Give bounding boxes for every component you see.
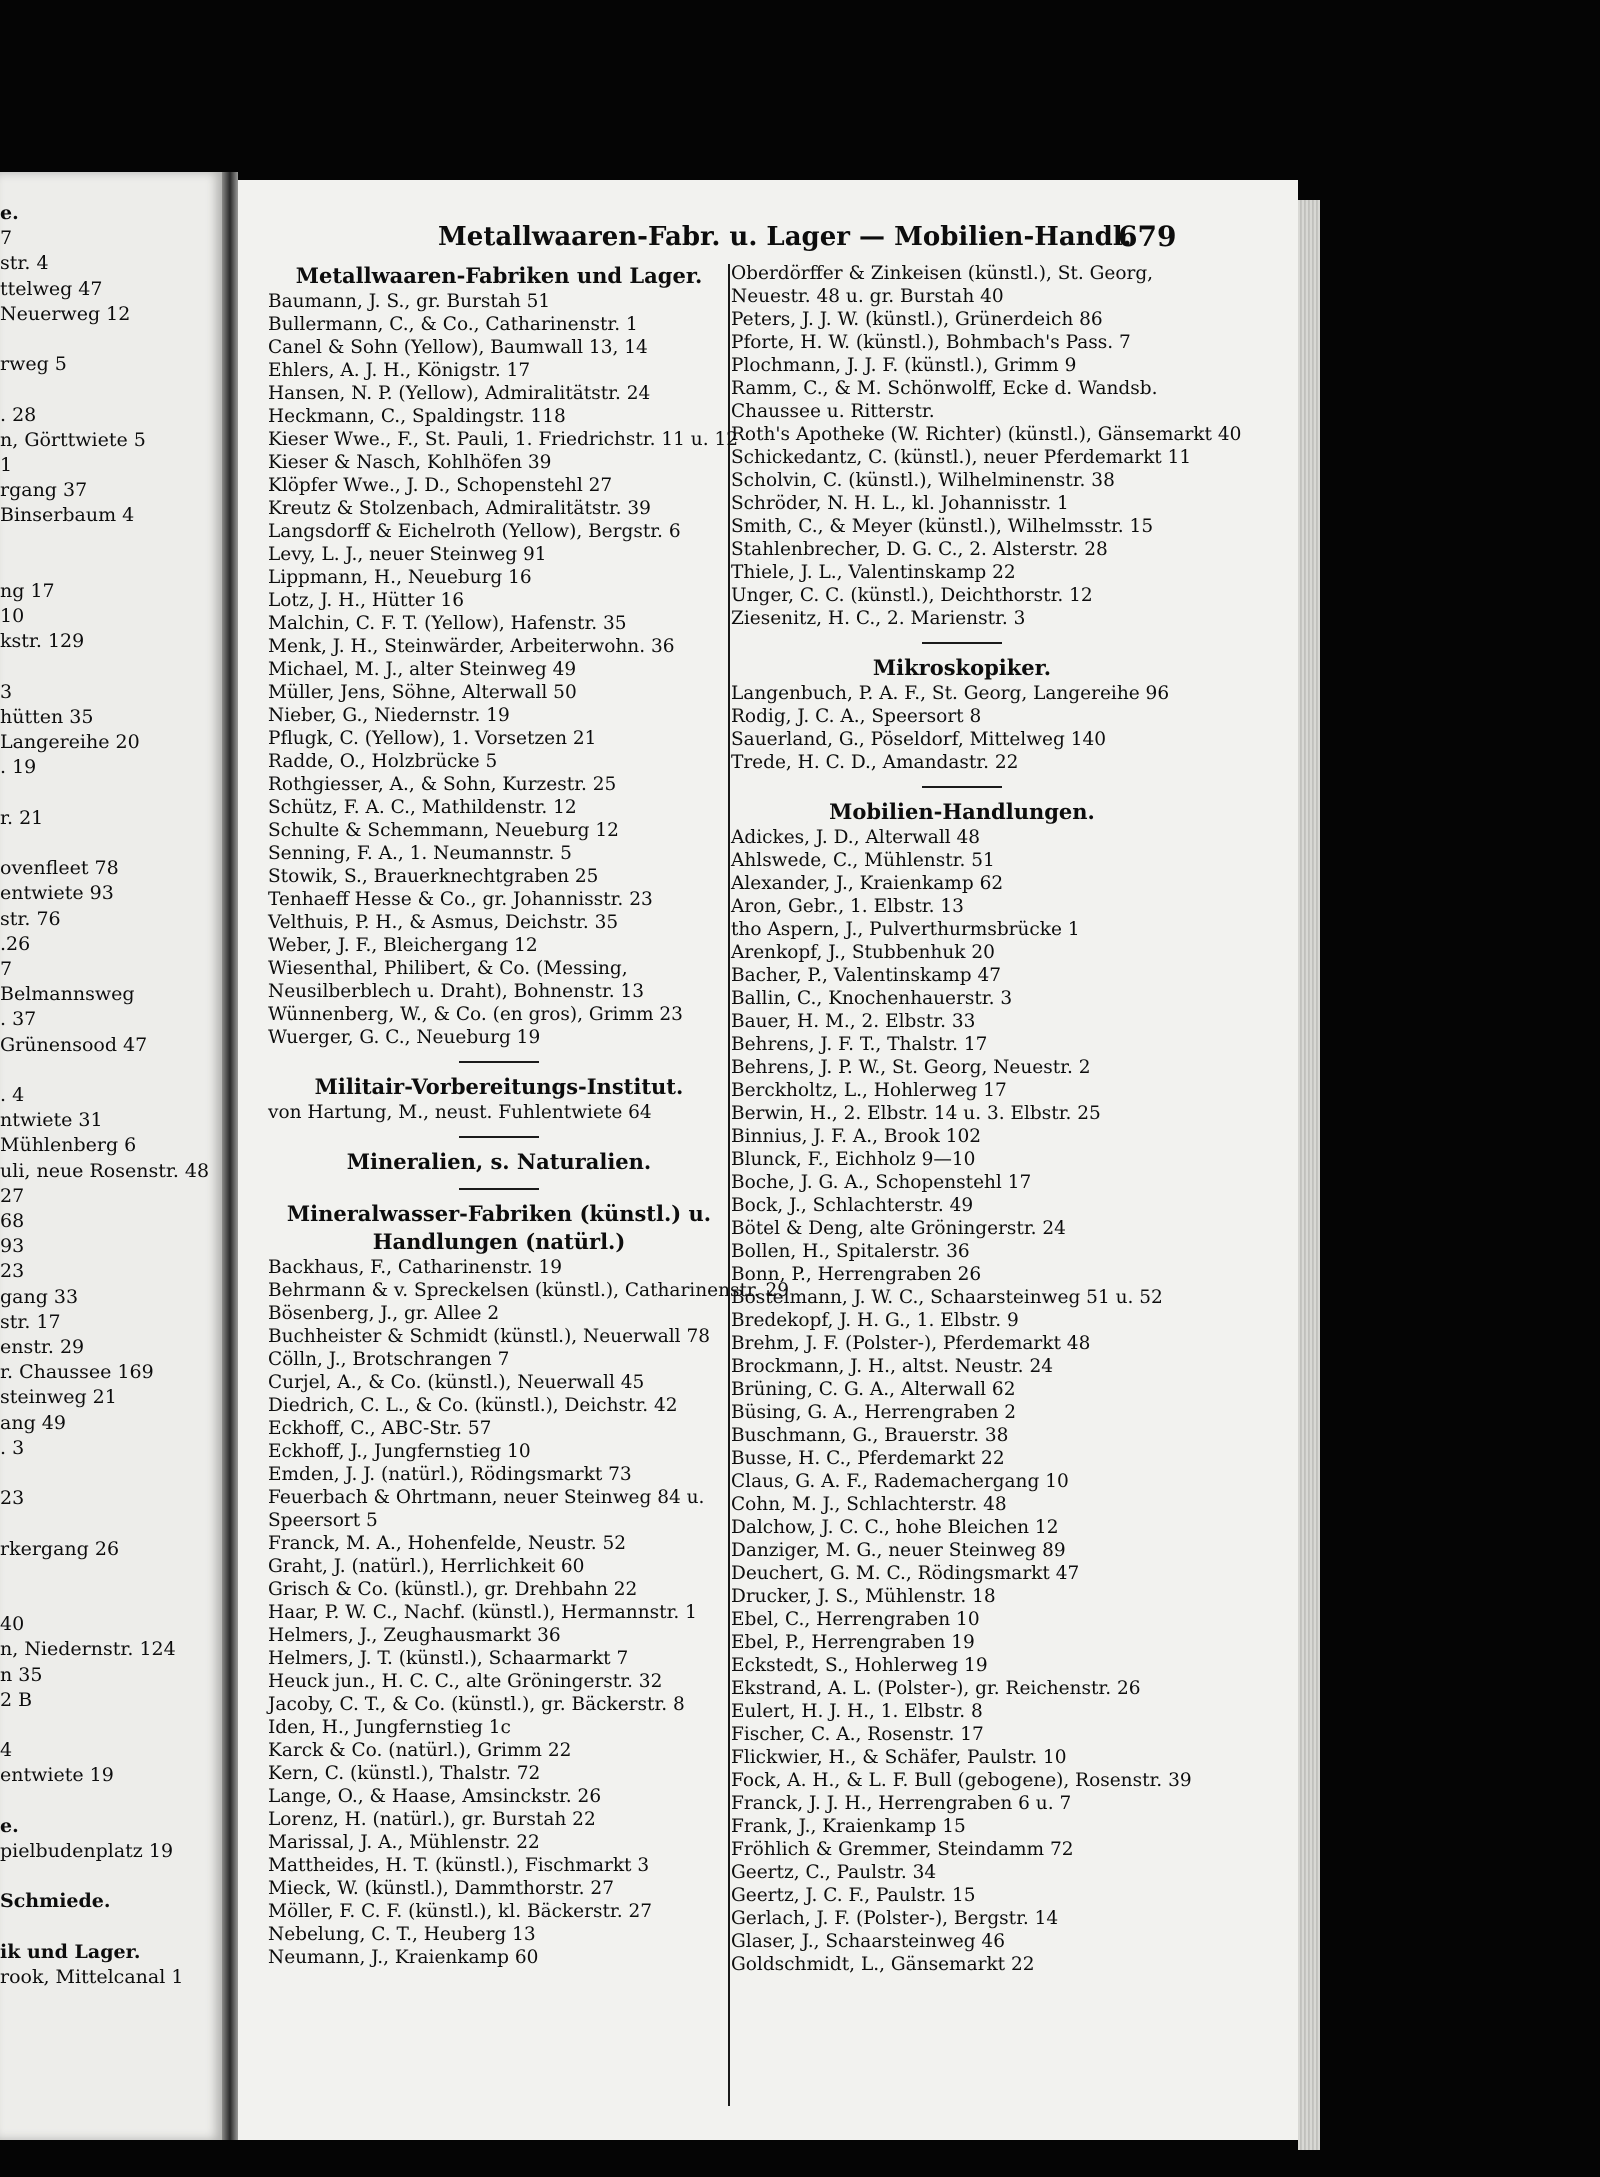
facing-page-line [0,1916,222,1939]
facing-page-line: rgang 37 [0,479,88,502]
directory-entry: Bacher, P., Valentinskamp 47 [731,965,1002,986]
directory-entry: Danziger, M. G., neuer Steinweg 89 [731,1540,1066,1561]
facing-page-line: rweg 5 [0,353,67,376]
directory-entry: Geertz, J. C. F., Paulstr. 15 [731,1885,976,1906]
directory-entry: Frank, J., Kraienkamp 15 [731,1816,966,1837]
facing-page-line: . 19 [0,756,37,779]
facing-page-line: . 28 [0,403,37,426]
directory-entry: Canel & Sohn (Yellow), Baumwall 13, 14 [268,337,648,358]
directory-entry: Behrens, J. P. W., St. Georg, Neuestr. 2 [731,1057,1091,1078]
facing-page-line: r. 21 [0,806,44,829]
page-number: 679 [1118,220,1177,253]
directory-entry: Eulert, H. J. H., 1. Elbstr. 8 [731,1701,983,1722]
directory-entry: Plochmann, J. J. F. (künstl.), Grimm 9 [731,355,1077,376]
directory-entry: Stowik, S., Brauerknechtgraben 25 [268,866,599,887]
directory-entry: Tenhaeff Hesse & Co., gr. Johannisstr. 23 [268,889,653,910]
directory-entry: Boche, J. G. A., Schopenstehl 17 [731,1172,1032,1193]
facing-page-line: ttelweg 47 [0,277,103,300]
section-heading: Metallwaaren-Fabriken und Lager. [295,263,703,288]
directory-entry: Busse, H. C., Pferdemarkt 22 [731,1448,1005,1469]
directory-entry: Berwin, H., 2. Elbstr. 14 u. 3. Elbstr. 25 [731,1103,1101,1124]
directory-entry: Peters, J. J. W. (künstl.), Grünerdeich 86 [731,309,1103,330]
directory-entry: Cölln, J., Brotschrangen 7 [268,1349,510,1370]
facing-page-line [0,832,222,855]
directory-entry: Radde, O., Holzbrücke 5 [268,751,498,772]
directory-entry: Büsing, G. A., Herrengraben 2 [731,1402,1017,1423]
directory-entry: Buchheister & Schmidt (künstl.), Neuerwall 78 [268,1326,711,1347]
directory-entry: Ahlswede, C., Mühlenstr. 51 [731,850,995,871]
directory-entry: Bauer, H. M., 2. Elbstr. 33 [731,1011,976,1032]
facing-page-line: 40 [0,1613,25,1636]
directory-entry: Unger, C. C. (künstl.), Deichthorstr. 12 [731,585,1093,606]
directory-entry: Brockmann, J. H., altst. Neustr. 24 [731,1356,1053,1377]
directory-entry: Ekstrand, A. L. (Polster-), gr. Reichenstr. 26 [731,1678,1141,1699]
section-heading: Mobilien-Handlungen. [829,799,1095,824]
section-rule [459,1188,539,1190]
section-heading: Mineralwasser-Fabriken (künstl.) u. Handlungen (natürl.) [286,1201,712,1254]
facing-page-line: 10 [0,605,25,628]
directory-entry: Ziesenitz, H. C., 2. Marienstr. 3 [731,608,1026,629]
directory-entry: Fröhlich & Gremmer, Steindamm 72 [731,1839,1074,1860]
directory-entry: Geertz, C., Paulstr. 34 [731,1862,937,1883]
directory-entry: Behrens, J. F. T., Thalstr. 17 [731,1034,988,1055]
facing-page-line [0,328,222,351]
facing-page-line: ang 49 [0,1411,66,1434]
directory-entry: Michael, M. J., alter Steinweg 49 [268,659,577,680]
directory-entry: Ramm, C., & M. Schönwolff, Ecke d. Wandsb. Chaussee u. Ritterstr. [731,378,1158,422]
directory-entry: Mattheides, H. T. (künstl.), Fischmarkt 3 [268,1855,650,1876]
directory-entry: Langsdorff & Eichelroth (Yellow), Bergstr. 6 [268,521,681,542]
directory-entry: Curjel, A., & Co. (künstl.), Neuerwall 45 [268,1372,645,1393]
left-column [268,262,790,2122]
directory-entry: Lippmann, H., Neueburg 16 [268,567,532,588]
facing-page-line: 2 B [0,1688,33,1711]
directory-entry: Stahlenbrecher, D. G. C., 2. Alsterstr. 28 [731,539,1108,560]
facing-page-line [0,1865,222,1888]
directory-entry: Gerlach, J. F. (Polster-), Bergstr. 14 [731,1908,1059,1929]
directory-entry: Bock, J., Schlachterstr. 49 [731,1195,974,1216]
facing-page-line [0,1588,222,1611]
directory-entry: Bonn, P., Herrengraben 26 [731,1264,982,1285]
directory-entry: Kreutz & Stolzenbach, Admiralitätstr. 39 [268,498,651,519]
directory-entry: von Hartung, M., neust. Fuhlentwiete 64 [268,1102,652,1123]
directory-entry: Schickedantz, C. (künstl.), neuer Pferdemarkt 11 [731,447,1192,468]
facing-page-line [0,1714,222,1737]
facing-page-line: Schmiede. [0,1890,111,1913]
facing-page-line [0,1059,222,1082]
directory-entry: Klöpfer Wwe., J. D., Schopenstehl 27 [268,475,613,496]
facing-page-line [0,378,222,401]
facing-page-line [0,555,222,578]
directory-entry: Bötel & Deng, alte Gröningerstr. 24 [731,1218,1066,1239]
directory-entry: Senning, F. A., 1. Neumannstr. 5 [268,843,572,864]
directory-entry: Trede, H. C. D., Amandastr. 22 [731,752,1019,773]
facing-page-line: . 4 [0,1084,25,1106]
section-rule [459,1136,539,1138]
facing-page-line: Neuerweg 12 [0,302,131,325]
section-rule [922,642,1002,644]
facing-page-fragment [0,172,222,2140]
facing-page-line: ovenfleet 78 [0,857,119,880]
directory-entry: Rodig, J. C. A., Speersort 8 [731,706,982,727]
facing-page-line: 23 [0,1487,25,1510]
facing-page-line [0,1563,222,1586]
facing-page-line: . 37 [0,1008,37,1031]
facing-page-line: kstr. 129 [0,630,85,653]
directory-entry: Marissal, J. A., Mühlenstr. 22 [268,1832,540,1853]
directory-entry: Blunck, F., Eichholz 9—10 [731,1149,976,1170]
directory-entry: Heckmann, C., Spaldingstr. 118 [268,406,566,427]
facing-page-line [0,1790,222,1813]
directory-entry: Mieck, W. (künstl.), Dammthorstr. 27 [268,1878,614,1899]
directory-entry: Schröder, N. H. L., kl. Johannisstr. 1 [731,493,1069,514]
directory-entry: Ebel, C., Herrengraben 10 [731,1609,980,1630]
facing-page-line: e. [0,202,19,224]
facing-page-line: e. [0,1814,19,1837]
section-heading: Militair-Vorbereitungs-Institut. [314,1074,684,1099]
directory-entry: Flickwier, H., & Schäfer, Paulstr. 10 [731,1747,1067,1768]
directory-entry: Müller, Jens, Söhne, Alterwall 50 [268,682,577,703]
directory-entry: Malchin, C. F. T. (Yellow), Hafenstr. 35 [268,613,627,634]
directory-entry: Oberdörffer & Zinkeisen (künstl.), St. Georg, Neuestr. 48 u. gr. Burstah 40 [731,263,1154,307]
facing-page-line: str. 17 [0,1310,61,1333]
directory-entry: Bullermann, C., & Co., Catharinenstr. 1 [268,314,638,335]
facing-page-line: 23 [0,1260,25,1283]
directory-entry: Kieser Wwe., F., St. Pauli, 1. Friedrichstr. 11 u. 12 [268,429,739,450]
directory-entry: Pforte, H. W. (künstl.), Bohmbach's Pass. 7 [731,332,1131,353]
directory-entry: Bösenberg, J., gr. Allee 2 [268,1303,500,1324]
facing-page-line: steinweg 21 [0,1386,117,1409]
directory-entry: Iden, H., Jungfernstieg 1c [268,1717,511,1738]
directory-entry: Roth's Apotheke (W. Richter) (künstl.), Gänsemarkt 40 [731,424,1242,445]
directory-entry: Ballin, C., Knochenhauerstr. 3 [731,988,1013,1009]
facing-page-line: .26 [0,932,31,955]
directory-entry: Weber, J. F., Bleichergang 12 [268,935,538,956]
directory-entry: Dalchow, J. C. C., hohe Bleichen 12 [731,1517,1059,1538]
directory-entry: Ebel, P., Herrengraben 19 [731,1632,975,1653]
directory-entry: Fischer, C. A., Rosenstr. 17 [731,1724,984,1745]
section-rule [922,786,1002,788]
directory-entry: Hansen, N. P. (Yellow), Admiralitätstr. 24 [268,383,651,404]
right-column [731,262,1242,2122]
facing-page-line: gang 33 [0,1285,79,1308]
directory-entry: Pflugk, C. (Yellow), 1. Vorsetzen 21 [268,728,597,749]
directory-entry: Franck, J. J. H., Herrengraben 6 u. 7 [731,1793,1072,1814]
facing-page-line: . 3 [0,1436,25,1459]
facing-page-line: hütten 35 [0,706,94,728]
directory-entry: Velthuis, P. H., & Asmus, Deichstr. 35 [268,912,619,933]
directory-entry: Bredekopf, J. H. G., 1. Elbstr. 9 [731,1310,1019,1331]
facing-page-line: enstr. 29 [0,1336,85,1358]
facing-page-line: str. 4 [0,252,49,275]
directory-entry: Jacoby, C. T., & Co. (künstl.), gr. Bäckerstr. 8 [268,1694,685,1715]
directory-entry: Fock, A. H., & L. F. Bull (gebogene), Rosenstr. 39 [731,1770,1192,1791]
directory-entry: Alexander, J., Kraienkamp 62 [731,873,1004,894]
running-head: Metallwaaren-Fabr. u. Lager — Mobilien-Handl. [438,222,1132,252]
facing-page-line [0,656,222,679]
facing-page-line: n, Niedernstr. 124 [0,1638,176,1661]
section-heading: Mineralien, s. Naturalien. [346,1149,652,1174]
facing-page-line: Belmannsweg [0,983,135,1006]
directory-page [238,180,1298,2140]
directory-entry: Berckholtz, L., Hohlerweg 17 [731,1080,1007,1101]
directory-entry: Grisch & Co. (künstl.), gr. Drehbahn 22 [268,1579,638,1600]
facing-page-line: ng 17 [0,580,55,602]
directory-entry: Bostelmann, J. W. C., Schaarsteinweg 51 u. 52 [731,1287,1163,1308]
directory-entry: Deuchert, G. M. C., Rödingsmarkt 47 [731,1563,1080,1584]
facing-page-line: 7 [0,227,13,250]
directory-entry: Neumann, J., Kraienkamp 60 [268,1947,539,1968]
directory-entry: Ehlers, A. J. H., Königstr. 17 [268,360,531,381]
facing-page-line: Binserbaum 4 [0,504,135,527]
facing-page-line: Grünensood 47 [0,1033,148,1056]
facing-page-line: 27 [0,1184,25,1207]
directory-entry: Buschmann, G., Brauerstr. 38 [731,1425,1009,1446]
directory-entry: Backhaus, F., Catharinenstr. 19 [268,1257,563,1278]
directory-entry: Eckstedt, S., Hohlerweg 19 [731,1655,988,1676]
facing-page-line: 93 [0,1235,25,1258]
facing-page-line: str. 76 [0,907,61,930]
directory-entry: Arenkopf, J., Stubbenhuk 20 [731,942,995,963]
directory-entry: Franck, M. A., Hohenfelde, Neustr. 52 [268,1533,627,1554]
facing-page-line: rook, Mittelcanal 1 [0,1966,184,1988]
directory-entry: Brüning, C. G. A., Alterwall 62 [731,1379,1016,1400]
directory-entry: Eckhoff, C., ABC-Str. 57 [268,1418,492,1439]
directory-entry: Glaser, J., Schaarsteinweg 46 [731,1931,1005,1952]
directory-entry: Wünnenberg, W., & Co. (en gros), Grimm 23 [268,1004,683,1025]
directory-entry: Scholvin, C. (künstl.), Wilhelminenstr. 38 [731,470,1115,491]
facing-page-line: r. Chaussee 169 [0,1361,154,1384]
directory-entry: Claus, G. A. F., Rademachergang 10 [731,1471,1069,1492]
facing-page-line [0,782,222,805]
facing-page-line: 3 [0,680,13,703]
facing-page-line: ntwiete 31 [0,1109,103,1132]
directory-entry: Thiele, J. L., Valentinskamp 22 [731,562,1016,583]
facing-page-line: n 35 [0,1663,43,1686]
directory-entry: Menk, J. H., Steinwärder, Arbeiterwohn. 36 [268,636,675,657]
directory-entry: Helmers, J., Zeughausmarkt 36 [268,1625,561,1646]
facing-page-line: entwiete 93 [0,882,114,905]
directory-entry: Cohn, M. J., Schlachterstr. 48 [731,1494,1007,1515]
directory-entry: Lotz, J. H., Hütter 16 [268,590,465,611]
directory-entry: Helmers, J. T. (künstl.), Schaarmarkt 7 [268,1648,629,1669]
directory-entry: Langenbuch, P. A. F., St. Georg, Langereihe 96 [731,683,1170,704]
facing-page-line: n, Görttwiete 5 [0,428,146,451]
directory-entry: Eckhoff, J., Jungfernstieg 10 [268,1441,531,1462]
directory-entry: Baumann, J. S., gr. Burstah 51 [268,291,551,312]
section-heading: Mikroskopiker. [872,655,1052,680]
directory-entry: Wuerger, G. C., Neueburg 19 [268,1027,541,1048]
directory-entry: Emden, J. J. (natürl.), Rödingsmarkt 73 [268,1464,632,1485]
facing-page-line [0,1462,222,1485]
page-edges [1298,200,1320,2150]
directory-entry: Kieser & Nasch, Kohlhöfen 39 [268,452,552,473]
directory-entry: Brehm, J. F. (Polster-), Pferdemarkt 48 [731,1333,1091,1354]
directory-entry: Nieber, G., Niedernstr. 19 [268,705,510,726]
directory-entry: Lange, O., & Haase, Amsinckstr. 26 [268,1786,602,1807]
directory-entry: Adickes, J. D., Alterwall 48 [731,827,981,848]
directory-entry: Aron, Gebr., 1. Elbstr. 13 [731,896,964,917]
directory-entry: Diedrich, C. L., & Co. (künstl.), Deichstr. 42 [268,1395,678,1416]
directory-entry: Graht, J. (natürl.), Herrlichkeit 60 [268,1556,585,1577]
book-gutter [222,172,238,2140]
directory-entry: Schütz, F. A. C., Mathildenstr. 12 [268,797,577,818]
facing-page-line: 7 [0,958,13,980]
facing-page-line: entwiete 19 [0,1764,114,1787]
directory-entry: Kern, C. (künstl.), Thalstr. 72 [268,1763,541,1784]
directory-entry: Lorenz, H. (natürl.), gr. Burstah 22 [268,1809,596,1830]
directory-entry: Drucker, J. S., Mühlenstr. 18 [731,1586,996,1607]
facing-page-line [0,530,222,553]
directory-entry: Sauerland, G., Pöseldorf, Mittelweg 140 [731,729,1107,750]
facing-page-line: pielbudenplatz 19 [0,1840,174,1862]
directory-entry: Feuerbach & Ohrtmann, neuer Steinweg 84 u. Speersort 5 [268,1487,705,1531]
directory-entry: Wiesenthal, Philibert, & Co. (Messing, Neusilberblech u. Draht), Bohnenstr. 13 [268,958,645,1002]
section-rule [459,1061,539,1063]
directory-entry: Karck & Co. (natürl.), Grimm 22 [268,1740,572,1761]
directory-entry: Haar, P. W. C., Nachf. (künstl.), Hermannstr. 1 [268,1602,697,1623]
facing-page-line: ik und Lager. [0,1940,141,1963]
directory-entry: Rothgiesser, A., & Sohn, Kurzestr. 25 [268,774,617,795]
directory-entry: Goldschmidt, L., Gänsemarkt 22 [731,1954,1035,1975]
facing-page-line: uli, neue Rosenstr. 48 [0,1159,210,1182]
directory-entry: Bollen, H., Spitalerstr. 36 [731,1241,970,1262]
directory-entry: Smith, C., & Meyer (künstl.), Wilhelmsstr. 15 [731,516,1154,537]
facing-page-line: Langereihe 20 [0,731,140,754]
facing-page-line: rkergang 26 [0,1537,120,1560]
facing-page-line: 68 [0,1210,25,1232]
directory-entry: Levy, L. J., neuer Steinweg 91 [268,544,547,565]
facing-page-line: 4 [0,1739,13,1762]
directory-entry: Nebelung, C. T., Heuberg 13 [268,1924,536,1945]
directory-entry: Behrmann & v. Spreckelsen (künstl.), Catharinenstr. 29 [268,1280,790,1301]
directory-entry: Binnius, J. F. A., Brook 102 [731,1126,982,1147]
directory-entry: Heuck jun., H. C. C., alte Gröningerstr. 32 [268,1671,663,1692]
facing-page-line: Mühlenberg 6 [0,1134,137,1157]
directory-entry: Möller, F. C. F. (künstl.), kl. Bäckerstr. 27 [268,1901,653,1922]
directory-entry: tho Aspern, J., Pulverthurmsbrücke 1 [731,919,1080,940]
facing-page-line: 1 [0,454,13,476]
facing-page-line [0,1512,222,1535]
directory-entry: Schulte & Schemmann, Neueburg 12 [268,820,619,841]
